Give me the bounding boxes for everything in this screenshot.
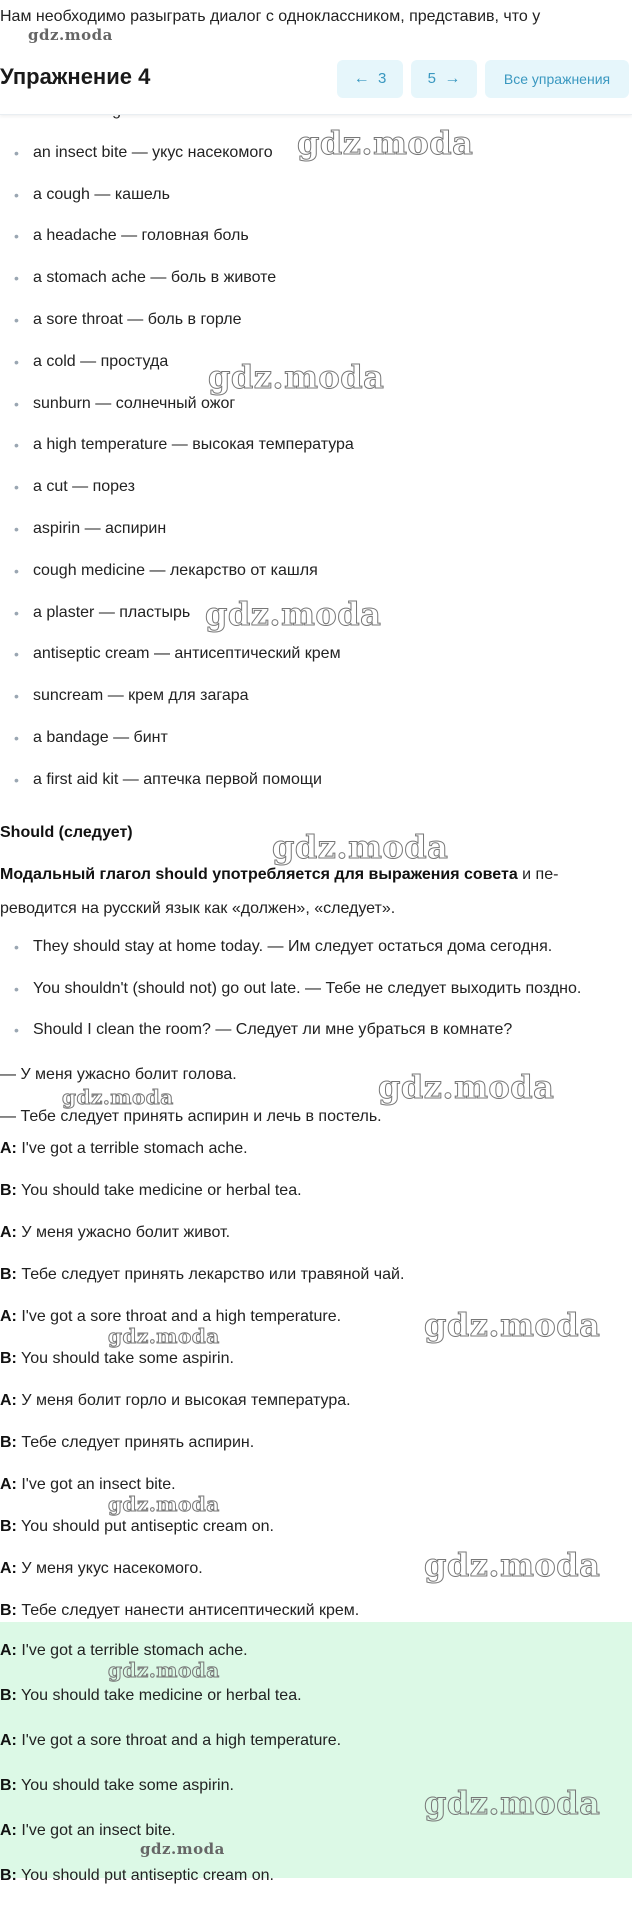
speaker-label: B: [0, 1518, 17, 1535]
watermark: gdz.moda [108, 1324, 220, 1348]
answer-line [0, 1640, 632, 1662]
watermark: gdz.moda [378, 1068, 555, 1106]
speaker-label: A: [0, 1224, 17, 1241]
dialogue-text: You should put antiseptic cream on. [16, 1518, 274, 1535]
list-item: • a bandage — бинт [0, 727, 632, 769]
list-item: • antiseptic cream — антисептический крем [0, 643, 632, 685]
speaker-label: A: [0, 1308, 17, 1325]
dialogue-text: You should take some aspirin. [16, 1777, 234, 1794]
answer-line [0, 1820, 632, 1842]
list-item: • a cough — кашель [0, 184, 632, 226]
watermark: gdz.moda [424, 1306, 601, 1344]
speaker-label: B: [0, 1602, 17, 1619]
dialogue-line [0, 1222, 632, 1244]
grammar-examples [0, 936, 632, 1061]
dialogue-text: У меня ужасно болит живот. [16, 1224, 231, 1241]
dialogue-text: Тебе следует принять лекарство или травяной чай. [16, 1266, 405, 1283]
grammar-rule-continued: реводится на русский язык как «должен», «следует». [0, 900, 396, 917]
dialogue-text: Тебе следует принять аспирин. [16, 1434, 255, 1451]
prev-exercise-button[interactable] [337, 60, 403, 98]
dialogue-line [0, 1600, 632, 1622]
dialogue-text: You should take medicine or herbal tea. [16, 1182, 302, 1199]
dialogue-text: You should take some aspirin. [16, 1350, 234, 1367]
speaker-label: B: [0, 1867, 17, 1884]
dialogue-line [0, 1180, 632, 1202]
arrow-right-icon: → [444, 70, 461, 87]
dialogue-text: I've got an insect bite. [16, 1476, 176, 1493]
list-item: • a plaster — пластырь [0, 602, 632, 644]
page-title: Упражнение 4 [0, 64, 151, 89]
speaker-label: A: [0, 1392, 17, 1409]
dialogue-text: I've got a terrible stomach ache. [16, 1140, 248, 1157]
speaker-label: B: [0, 1777, 17, 1794]
list-item: • a sore throat — боль в горле [0, 309, 632, 351]
speaker-label: A: [0, 1732, 17, 1749]
watermark: gdz.moda [208, 358, 385, 396]
list-item: • a stomach ache — боль в животе [0, 267, 632, 309]
dialogue-line [0, 1264, 632, 1286]
all-exercises-button[interactable]: Все упражнения [485, 60, 629, 98]
intro-text: Нам необходимо разыграть диалог с одноклассником, представив, что у [0, 8, 541, 25]
vocabulary-list [0, 100, 632, 811]
speaker-label: B: [0, 1350, 17, 1367]
list-item: • aspirin — аспирин [0, 518, 632, 560]
arrow-left-icon: ← [353, 70, 370, 87]
speaker-label: B: [0, 1687, 17, 1704]
watermark: gdz.moda [297, 124, 474, 162]
list-item: • They should stay at home today. — Им следует остаться дома сегодня. [0, 936, 632, 978]
list-item: • a cold — простуда [0, 351, 632, 393]
dialogue-text: I've got an insect bite. [16, 1822, 176, 1839]
list-item: • You shouldn't (should not) go out late. — Тебе не следует выходить поздно. [0, 978, 632, 1020]
list-item: • suncream — крем для загара [0, 685, 632, 727]
watermark: gdz.moda [424, 1784, 601, 1822]
list-item: • cough medicine — лекарство от кашля [0, 560, 632, 602]
dialogue-text: I've got a terrible stomach ache. [16, 1642, 248, 1659]
dialogue-text: Тебе следует нанести антисептический крем. [16, 1602, 360, 1619]
dialogue-line [0, 1474, 632, 1496]
dialogue-line [0, 1138, 632, 1160]
watermark: gdz.moda [205, 595, 382, 633]
watermark: gdz.moda [140, 1840, 225, 1858]
grammar-rule-bold: Модальный глагол should употребляется для выражения совета [0, 866, 518, 883]
list-item: • an insect bite — укус насекомого [0, 142, 632, 184]
list-item: • a first aid kit — аптечка первой помощи [0, 769, 632, 811]
watermark: gdz.moda [108, 1658, 220, 1682]
speaker-label: A: [0, 1822, 17, 1839]
dialogue-line [0, 1516, 632, 1538]
watermark: gdz.moda [272, 828, 449, 866]
speaker-label: B: [0, 1182, 17, 1199]
speaker-label: B: [0, 1434, 17, 1451]
speaker-label: A: [0, 1642, 17, 1659]
next-exercise-button[interactable] [411, 60, 477, 98]
speaker-label: A: [0, 1560, 17, 1577]
answer-line [0, 1865, 632, 1887]
answer-line [0, 1730, 632, 1752]
grammar-heading: Should (следует) [0, 824, 133, 841]
dialogue-text: I've got a sore throat and a high temperature. [16, 1308, 342, 1325]
list-item: • sunburn — солнечный ожог [0, 393, 632, 435]
dialogue-text: У меня укус насекомого. [16, 1560, 203, 1577]
dialogue-text: I've got a sore throat and a high temperature. [16, 1732, 342, 1749]
model-line: — У меня ужасно болит голова. [0, 1066, 237, 1083]
watermark: gdz.moda [62, 1085, 174, 1109]
list-item: • a cut — порез [0, 476, 632, 518]
list-item: • a headache — головная боль [0, 225, 632, 267]
speaker-label: A: [0, 1140, 17, 1157]
grammar-rule [0, 864, 632, 886]
prev-exercise-label: 3 [378, 70, 387, 87]
speaker-label: B: [0, 1266, 17, 1283]
speaker-label: A: [0, 1476, 17, 1493]
dialogue-text: У меня болит горло и высокая температура. [16, 1392, 351, 1409]
list-item: • a high temperature — высокая температура [0, 434, 632, 476]
dialogue-text: You should take medicine or herbal tea. [16, 1687, 302, 1704]
grammar-rule-text: и пе- [517, 866, 559, 883]
dialogue-line [0, 1432, 632, 1454]
dialogue-line [0, 1348, 632, 1370]
answer-line [0, 1685, 632, 1707]
next-exercise-label: 5 [427, 70, 436, 87]
dialogue-line [0, 1390, 632, 1412]
list-item: • Should I clean the room? — Следует ли мне убраться в комнате? [0, 1019, 632, 1061]
watermark: gdz.moda [28, 26, 113, 44]
dialogue-text: You should put antiseptic cream on. [16, 1867, 274, 1884]
watermark: gdz.moda [108, 1492, 220, 1516]
watermark: gdz.moda [424, 1546, 601, 1584]
model-line: — Тебе следует принять аспирин и лечь в постель. [0, 1108, 382, 1125]
exercise-header [0, 46, 632, 115]
